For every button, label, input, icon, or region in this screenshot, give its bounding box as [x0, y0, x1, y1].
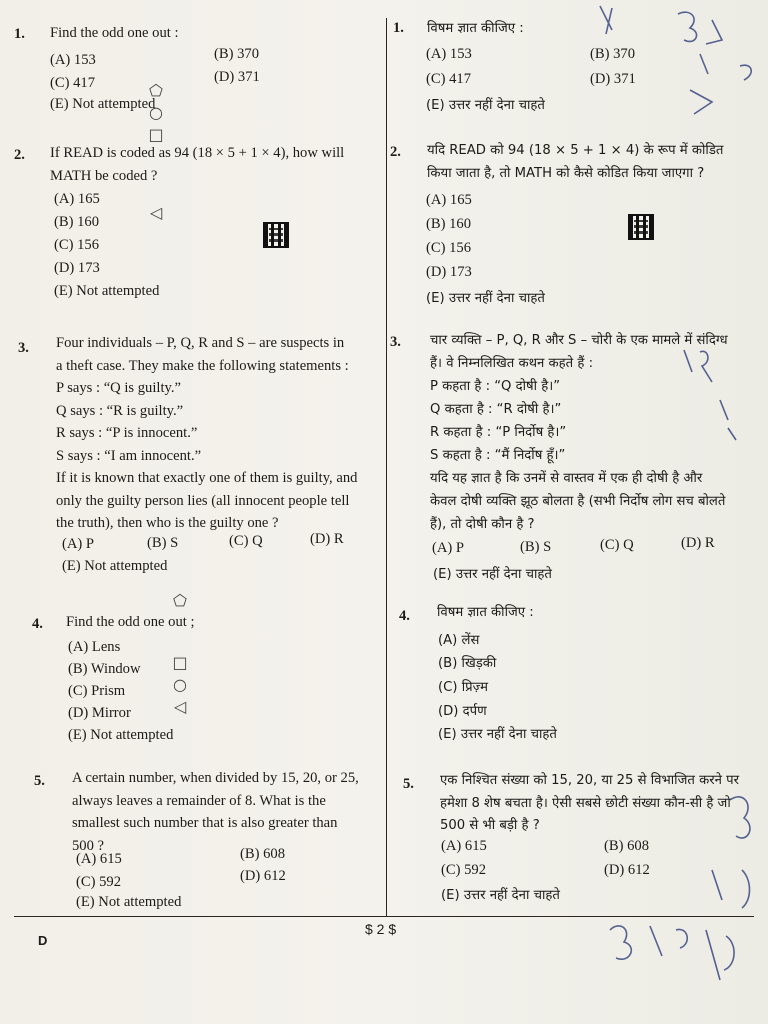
- option-c-hi[interactable]: (C) 156: [426, 240, 471, 256]
- option-a-en[interactable]: (A) 615: [76, 851, 122, 867]
- pen-stroke: [690, 54, 712, 114]
- option-e-en[interactable]: (E) Not attempted: [68, 727, 174, 743]
- question-number-hi: 4.: [399, 608, 410, 624]
- question-number: 4.: [32, 616, 43, 632]
- option-c-hi[interactable]: (C) प्रिज़्म: [438, 680, 489, 695]
- option-d-hi[interactable]: (D) 612: [604, 862, 650, 878]
- option-a-en[interactable]: (A) 165: [54, 191, 100, 207]
- option-c-en[interactable]: (C) 156: [54, 237, 99, 253]
- option-d-en[interactable]: (D) 173: [54, 260, 100, 276]
- pen-stroke: [712, 870, 750, 908]
- question-number: 5.: [34, 773, 45, 789]
- option-b-en[interactable]: (B) 608: [240, 846, 285, 862]
- option-b-hi[interactable]: (B) S: [520, 539, 552, 555]
- option-c-hi[interactable]: (C) 417: [426, 71, 471, 87]
- option-a-hi[interactable]: (A) 153: [426, 46, 472, 62]
- option-e-hi[interactable]: (E) उत्तर नहीं देना चाहते: [438, 727, 557, 742]
- option-e-en[interactable]: (E) Not attempted: [76, 894, 182, 910]
- pen-stroke: [706, 20, 722, 44]
- question-number-hi: 2.: [390, 144, 401, 160]
- option-b-hi[interactable]: (B) 160: [426, 216, 471, 232]
- question-number: 1.: [14, 26, 25, 42]
- option-d-hi[interactable]: (D) R: [681, 535, 715, 551]
- question-number-hi: 5.: [403, 776, 414, 792]
- question-text-hi: विषम ज्ञात कीजिए :: [427, 21, 524, 36]
- square-icon: □: [148, 125, 164, 144]
- option-c-en[interactable]: (C) 417: [50, 75, 95, 91]
- watermark-shapes: [170, 590, 190, 718]
- option-d-hi[interactable]: (D) 173: [426, 264, 472, 280]
- question-text-en: A certain number, when divided by 15, 20, or 25, always leaves a remainder of 8. What is the smallest such number that is also greater than 500 ?: [72, 770, 359, 854]
- option-e-en[interactable]: (E) Not attempted: [62, 558, 168, 574]
- option-e-hi[interactable]: (E) उत्तर नहीं देना चाहते: [426, 291, 545, 306]
- option-c-en[interactable]: (C) 592: [76, 874, 121, 890]
- option-d-en[interactable]: (D) R: [310, 531, 344, 547]
- option-b-en[interactable]: (B) S: [147, 535, 179, 551]
- question-number: 2.: [14, 147, 25, 163]
- option-d-en[interactable]: (D) 612: [240, 868, 286, 884]
- option-b-en[interactable]: (B) 160: [54, 214, 99, 230]
- set-letter: D: [38, 933, 48, 948]
- option-b-hi[interactable]: (B) खिड़की: [438, 656, 497, 671]
- square-icon: □: [172, 653, 188, 672]
- option-a-hi[interactable]: (A) P: [432, 540, 465, 556]
- qr-code-icon: [628, 214, 654, 240]
- option-e-hi[interactable]: (E) उत्तर नहीं देना चाहते: [426, 98, 545, 113]
- question-number-hi: 3.: [390, 334, 401, 350]
- pen-stroke: [600, 6, 612, 34]
- pentagon-icon: ⬠: [173, 591, 187, 610]
- pen-stroke: [650, 926, 687, 956]
- option-a-hi[interactable]: (A) लेंस: [438, 633, 480, 648]
- option-a-en[interactable]: (A) 153: [50, 52, 96, 68]
- option-b-en[interactable]: (B) 370: [214, 46, 259, 62]
- option-a-hi[interactable]: (A) 165: [426, 192, 472, 208]
- option-c-hi[interactable]: (C) Q: [600, 537, 634, 553]
- circle-icon: ○: [173, 675, 187, 694]
- option-b-hi[interactable]: (B) 608: [604, 838, 649, 854]
- option-d-en[interactable]: (D) 371: [214, 69, 260, 85]
- question-text-en: Four individuals – P, Q, R and S – are suspects in a theft case. They make the following statements : P says : “Q is guilty.” Q says : “R is guilty.” R says : “P is innocent.” S says : “I am innocent.” If it is known that exactly one of them is guilty, and only the guilty person lies (all innocent people tell the truth), then who is the guilty one ?: [56, 335, 358, 531]
- option-e-hi[interactable]: (E) उत्तर नहीं देना चाहते: [441, 888, 560, 903]
- option-a-en[interactable]: (A) P: [62, 536, 95, 552]
- triangle-icon: ◁: [173, 697, 187, 716]
- question-text-hi: विषम ज्ञात कीजिए :: [437, 605, 534, 620]
- question-text-hi: एक निश्चित संख्या को 15, 20, या 25 से विभाजित करने पर हमेशा 8 शेष बचता है। ऐसी सबसे छोटी संख्या कौन-सी है जो 500 से भी बड़ी है ?: [440, 773, 739, 833]
- column-divider: [386, 18, 387, 916]
- pen-stroke: [678, 12, 697, 41]
- pen-stroke: [740, 65, 751, 80]
- option-e-en[interactable]: (E) Not attempted: [54, 283, 160, 299]
- option-a-hi[interactable]: (A) 615: [441, 838, 487, 854]
- option-d-hi[interactable]: (D) 371: [590, 71, 636, 87]
- option-a-en[interactable]: (A) Lens: [68, 639, 121, 655]
- triangle-icon: ◁: [149, 203, 163, 222]
- question-text-en: Find the odd one out ;: [66, 614, 195, 630]
- pentagon-icon: ⬠: [149, 81, 163, 100]
- page-number: $ 2 $: [365, 921, 397, 937]
- option-c-hi[interactable]: (C) 592: [441, 862, 486, 878]
- option-c-en[interactable]: (C) Q: [229, 533, 263, 549]
- question-number: 3.: [18, 340, 29, 356]
- option-e-en[interactable]: (E) Not attempted: [50, 96, 156, 112]
- pen-stroke: [706, 930, 734, 980]
- option-c-en[interactable]: (C) Prism: [68, 683, 126, 699]
- option-b-en[interactable]: (B) Window: [68, 661, 141, 677]
- footer-rule: [14, 916, 754, 917]
- option-d-hi[interactable]: (D) दर्पण: [438, 704, 487, 719]
- circle-icon: ○: [149, 103, 163, 122]
- question-text-hi: यदि READ को 94 (18 × 5 + 1 × 4) के रूप में कोडित किया जाता है, तो MATH को कैसे कोडित किया जाएगा ?: [427, 143, 724, 181]
- question-text-en: If READ is coded as 94 (18 × 5 + 1 × 4), how will MATH be coded ?: [50, 145, 345, 184]
- option-e-hi[interactable]: (E) उत्तर नहीं देना चाहते: [433, 567, 552, 582]
- watermark-shapes: [146, 80, 166, 224]
- question-text-en: Find the odd one out :: [50, 25, 179, 41]
- option-d-en[interactable]: (D) Mirror: [68, 705, 131, 721]
- pen-stroke: [610, 926, 631, 959]
- option-b-hi[interactable]: (B) 370: [590, 46, 635, 62]
- question-number-hi: 1.: [393, 20, 404, 36]
- qr-code-icon: [263, 222, 289, 248]
- question-text-hi: चार व्यक्ति – P, Q, R और S – चोरी के एक मामले में संदिग्ध हैं। वे निम्नलिखित कथन कहते हैं : P कहता है : “Q दोषी है।” Q कहता है : “R दोषी है।” R कहता है : “P निर्दोष है।” S कहता है : “मैं निर्दोष हूँ।” यदि यह ज्ञात है कि उनमें से वास्तव में एक ही दोषी है और केवल दोषी व्यक्ति झूठ बोलता है (सभी निर्दोष लोग सच बोलते हैं), तो दोषी कौन है ?: [430, 333, 728, 532]
